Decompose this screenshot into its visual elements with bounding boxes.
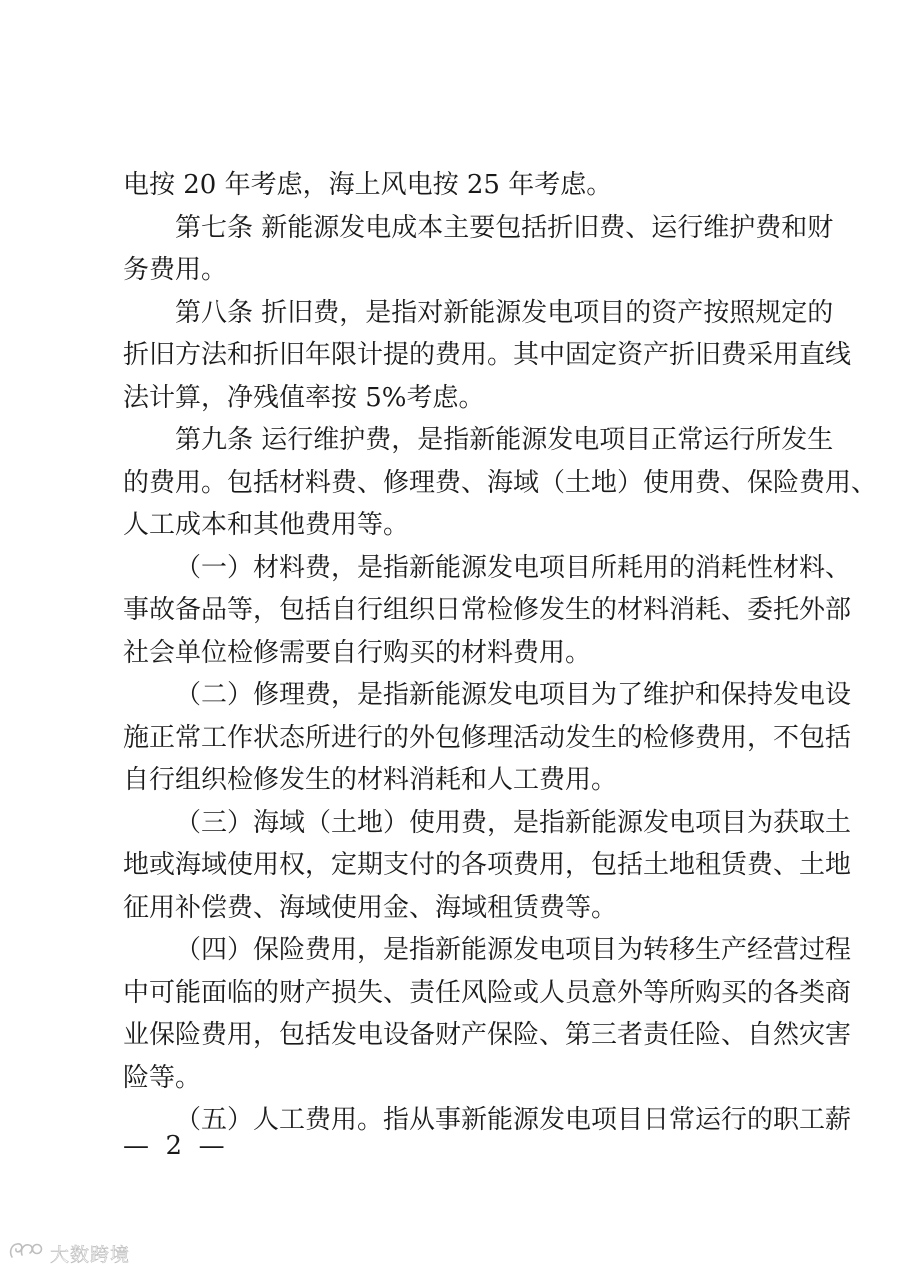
- text-line: 征用补偿费、海域使用金、海域租赁费等。: [123, 892, 618, 923]
- text-line: 折旧方法和折旧年限计提的费用。其中固定资产折旧费采用直线: [123, 340, 852, 370]
- text-line: 自行组织检修发生的材料消耗和人工费用。: [123, 765, 618, 795]
- text-line: 务费用。: [123, 255, 228, 285]
- text-line: 险等。: [123, 1062, 202, 1093]
- brand-logo-icon: [8, 1240, 44, 1266]
- watermark: [8, 1240, 130, 1266]
- text-line: （一）材料费，是指新能源发电项目所耗用的消耗性材料、: [175, 552, 852, 583]
- text-line: 第九条 运行维护费，是指新能源发电项目正常运行所发生: [175, 425, 834, 455]
- text-line: 业保险费用，包括发电设备财产保险、第三者责任险、自然灾害: [123, 1020, 852, 1050]
- text-line: 第八条 折旧费，是指对新能源发电项目的资产按照规定的: [175, 297, 834, 328]
- watermark-text: 大数跨境: [50, 1243, 131, 1266]
- text-line: 事故备品等，包括自行组织日常检修发生的材料消耗、委托外部: [123, 595, 852, 625]
- text-line: （二）修理费，是指新能源发电项目为了维护和保持发电设: [175, 680, 852, 710]
- page-number: — 2 —: [123, 1131, 225, 1161]
- text-line: （五）人工费用。指从事新能源发电项目日常运行的职工薪: [175, 1105, 852, 1135]
- text-line: 法计算，净残值率按 5%考虑。: [123, 382, 485, 413]
- text-line: 社会单位检修需要自行购买的材料费用。: [123, 637, 592, 668]
- text-line: 的费用。包括材料费、修理费、海域（土地）使用费、保险费用、: [123, 467, 878, 498]
- text-line: 电按 20 年考虑，海上风电按 25 年考虑。: [123, 170, 613, 200]
- text-line: （四）保险费用，是指新能源发电项目为转移生产经营过程: [175, 935, 852, 965]
- text-line: （三）海域（土地）使用费，是指新能源发电项目为获取土: [175, 807, 852, 838]
- text-line: 中可能面临的财产损失、责任风险或人员意外等所购买的各类商: [123, 977, 852, 1008]
- text-line: 人工成本和其他费用等。: [123, 510, 410, 540]
- text-line: 施正常工作状态所进行的外包修理活动发生的检修费用，不包括: [123, 722, 852, 753]
- text-line: 第七条 新能源发电成本主要包括折旧费、运行维护费和财: [175, 212, 834, 243]
- text-line: 地或海域使用权，定期支付的各项费用，包括土地租赁费、土地: [123, 850, 852, 880]
